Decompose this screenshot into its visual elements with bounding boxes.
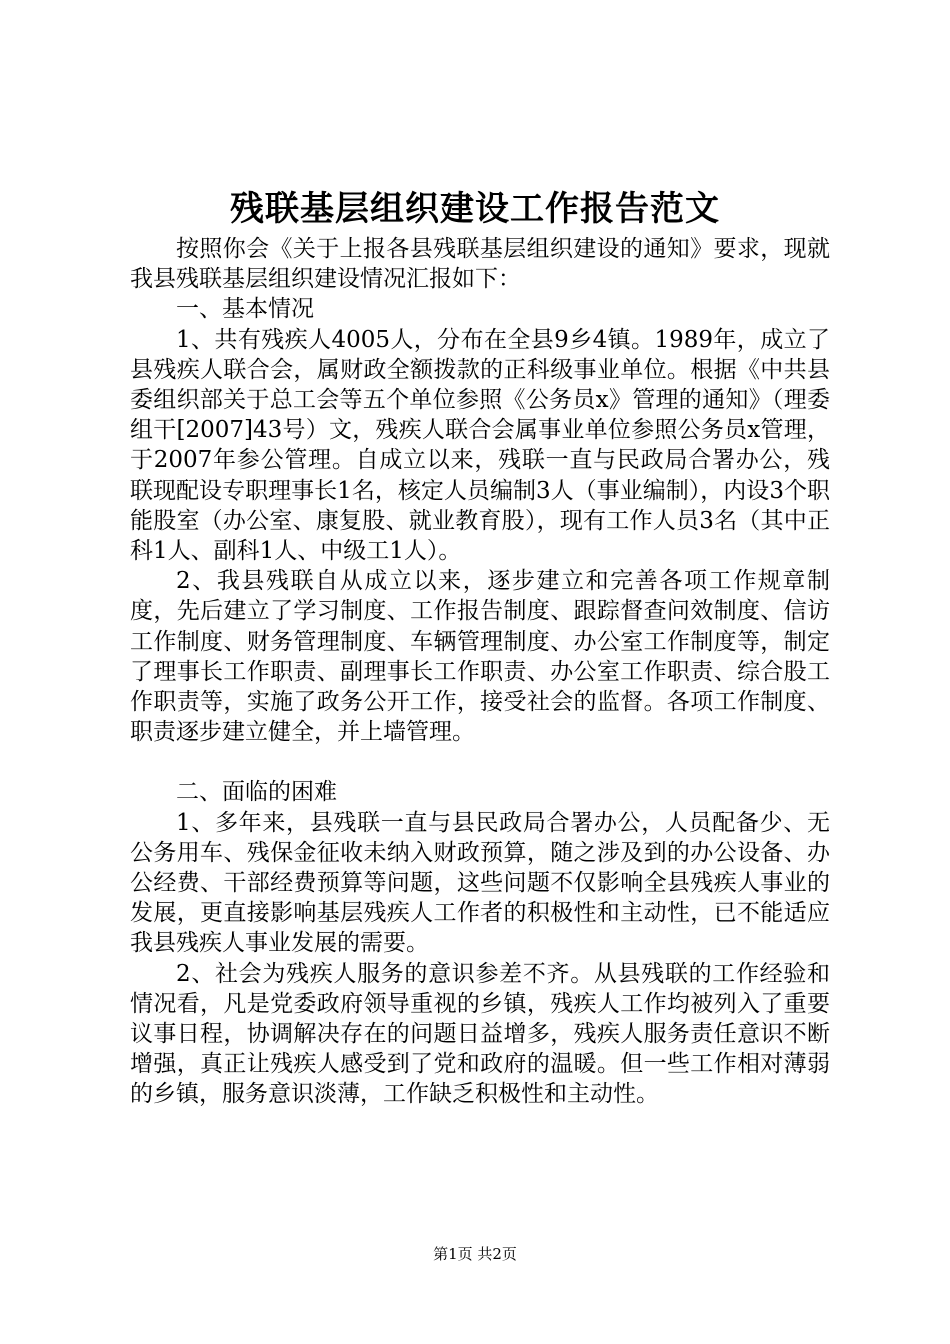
page-footer: 第1页 共2页 — [433, 1245, 517, 1263]
paragraph-difficulties-2: 2、社会为残疾人服务的意识参差不齐。从县残联的工作经验和情况看，凡是党委政府领导重视的乡镇，残疾人工作均被列入了重要议事日程，协调解决存在的问题日益增多，残疾人服务责任意识不断增强，真正让残疾人感受到了党和政府的温暖。但一些工作相对薄弱的乡镇，服务意识淡薄，工作缺乏积极性和主动性。 — [130, 960, 830, 1108]
section-heading-difficulties: 二、面临的困难 — [176, 779, 337, 806]
paragraph-basic-2: 2、我县残联自从成立以来，逐步建立和完善各项工作规章制度，先后建立了学习制度、工作报告制度、跟踪督查问效制度、信访工作制度、财务管理制度、车辆管理制度、办公室工作制度等，制定了理事长工作职责、副理事长工作职责、办公室工作职责、综合股工作职责等，实施了政务公开工作，接受社会的监督。各项工作制度、职责逐步建立健全，并上墙管理。 — [130, 568, 830, 746]
section-heading-basic: 一、基本情况 — [176, 296, 314, 323]
document-title: 残联基层组织建设工作报告范文 — [230, 189, 720, 229]
document-body — [130, 234, 830, 1110]
paragraph-basic-1: 1、共有残疾人4005人，分布在全县9乡4镇。1989年，成立了县残疾人联合会，属财政全额拨款的正科级事业单位。根据《中共县委组织部关于总工会等五个单位参照《公务员x》管理的通知》（理委组干[2007]43号）文，残疾人联合会属事业单位参照公务员x管理，于2007年参公管理。自成立以来，残联一直与民政局合署办公，残联现配设专职理事长1名，核定人员编制3人（事业编制），内设3个职能股室（办公室、康复股、就业教育股），现有工作人员3名（其中正科1人、副科1人、中级工1人）。 — [130, 326, 830, 565]
intro-paragraph: 按照你会《关于上报各县残联基层组织建设的通知》要求，现就我县残联基层组织建设情况汇报如下： — [130, 236, 830, 293]
paragraph-spacer — [130, 747, 830, 777]
paragraph-difficulties-1: 1、多年来，县残联一直与县民政局合署办公，人员配备少、无公务用车、残保金征收未纳入财政预算，随之涉及到的办公设备、办公经费、干部经费预算等问题，这些问题不仅影响全县残疾人事业的发展，更直接影响基层残疾人工作者的积极性和主动性，已不能适应我县残疾人事业发展的需要。 — [130, 809, 830, 957]
